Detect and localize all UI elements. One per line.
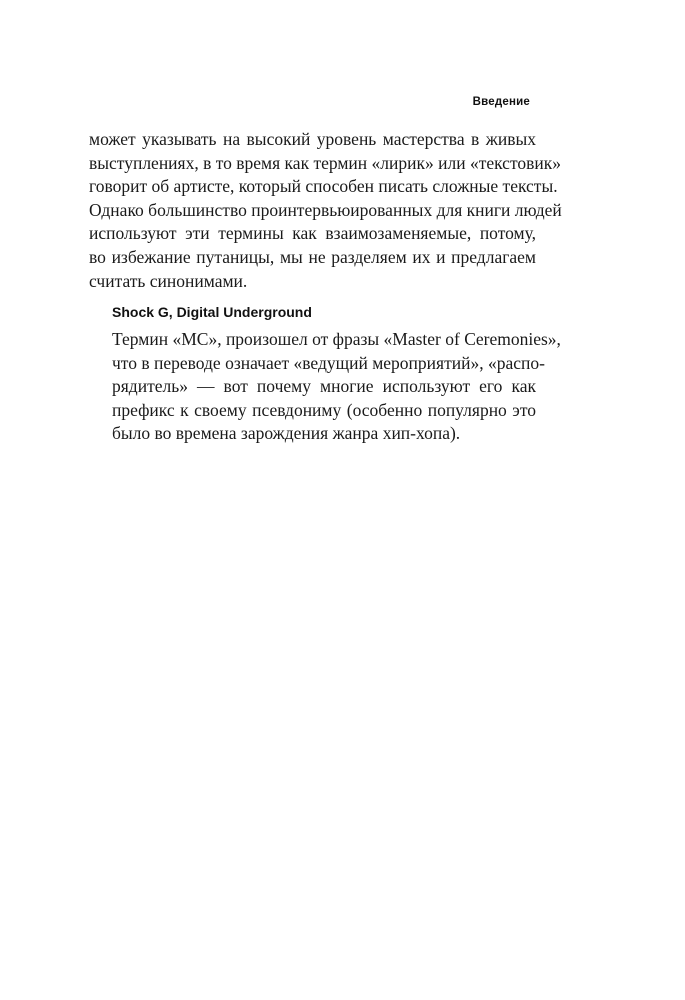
quote-block	[112, 304, 561, 446]
quote-text	[112, 328, 561, 446]
paragraph-line: во избежание путаницы, мы не разделяем их и предлагаем	[89, 246, 536, 267]
paragraph-line: говорит об артисте, который способен писать сложные тексты.	[89, 176, 558, 197]
paragraph-line: может указывать на высокий уровень мастерства в живых	[89, 129, 536, 149]
quote-author: Shock G, Digital Underground	[112, 304, 312, 320]
paragraph-line: выступлениях, в то время как термин «лирик» или «текстовик»	[89, 152, 561, 173]
running-head: Введение	[472, 96, 530, 108]
quote-line: было во времена зарождения жанра хип-хопа).	[112, 423, 461, 444]
quote-line: префикс к своему псевдониму (особенно популярно это	[112, 399, 536, 420]
paragraph-line: Однако большинство проинтервьюированных для книги людей	[89, 199, 562, 220]
main-paragraph	[89, 128, 562, 293]
quote-line: рядитель» — вот почему многие используют его как	[112, 376, 536, 397]
paragraph-line: считать синонимами.	[89, 270, 248, 291]
quote-line: что в переводе означает «ведущий мероприятий», «распо-	[112, 352, 545, 373]
paragraph-line: используют эти термины как взаимозаменяемые, потому,	[89, 223, 536, 244]
quote-line: Термин «MC», произошел от фразы «Master of Ceremonies»,	[112, 329, 561, 349]
